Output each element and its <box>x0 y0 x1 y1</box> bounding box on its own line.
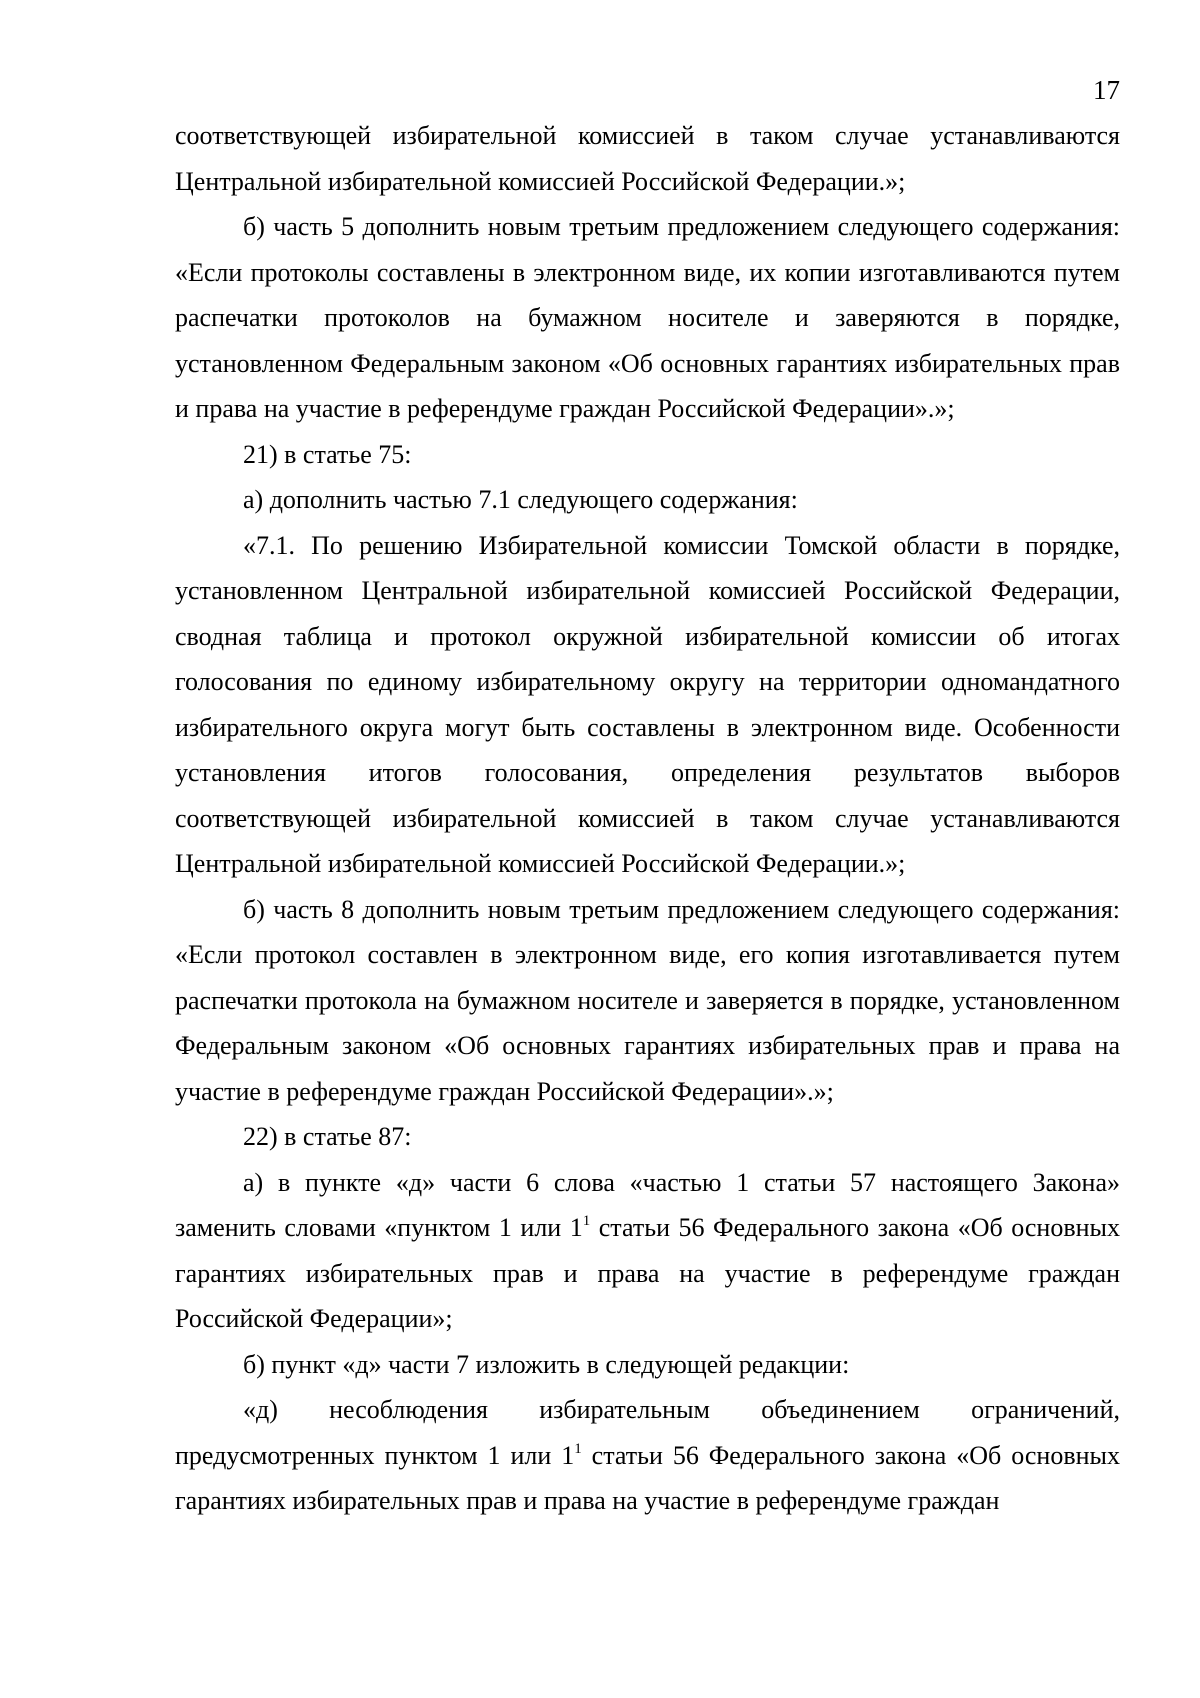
paragraph-text-after-superscript: статьи 56 Федерального закона «Об основных гарантиях избирательных прав и права на участие в референдуме граждан Российской Федерации»; <box>175 1213 1120 1333</box>
paragraph-item-a-part-6 <box>175 1160 1120 1342</box>
paragraph-item-a-part-7-1: а) дополнить частью 7.1 следующего содержания: <box>243 485 798 514</box>
paragraph-quote-d <box>175 1387 1120 1524</box>
paragraph-text-before-superscript: а) в пункте «д» части 6 слова «частью 1 статьи 57 настоящего Закона» заменить словами «пунктом 1 или 1 <box>175 1167 1120 1242</box>
paragraph-item-22: 22) в статье 87: <box>243 1122 412 1151</box>
superscript-index: 1 <box>582 1213 591 1229</box>
superscript-index: 1 <box>574 1440 582 1457</box>
paragraph-quote-7-1: «7.1. По решению Избирательной комиссии Томской области в порядке, установленном Центральной избирательной комиссией Российской Федерации, сводная таблица и протокол окружной избирательной комиссии об итогах голосования по единому избирательному округу на территории одномандатного избирательного округа могут быть составлены в электронном виде. Особенности установления итогов голосования, определения результатов выборов соответствующей избирательной комиссией в таком случае устанавливаются Центральной избирательной комиссией Российской Федерации.»; <box>175 530 1120 878</box>
page-number: 17 <box>1093 75 1120 105</box>
paragraph-item-21: 21) в статье 75: <box>243 439 412 469</box>
paragraph-item-b-part-5: б) часть 5 дополнить новым третьим предложением следующего содержания: «Если протоколы составлены в электронном виде, их копии изготавливаются путем распечатки протоколов на бумажном носителе и заверяются в порядке, установленном Федеральным законом «Об основных гарантиях избирательных прав и права на участие в референдуме граждан Российской Федерации».»; <box>175 212 1120 423</box>
paragraph-item-b-part-7: б) пункт «д» части 7 изложить в следующей редакции: <box>243 1349 850 1379</box>
paragraph-text-before-superscript: «д) несоблюдения избирательным объединением ограничений, предусмотренных пунктом 1 или 1 <box>175 1395 1120 1470</box>
paragraph-item-b-part-8: б) часть 8 дополнить новым третьим предложением следующего содержания: «Если протокол составлен в электронном виде, его копия изготавливается путем распечатки протокола на бумажном носителе и заверяется в порядке, установленном Федеральным законом «Об основных гарантиях избирательных прав и права на участие в референдуме граждан Российской Федерации».»; <box>175 894 1120 1106</box>
document-body <box>175 113 1120 1524</box>
paragraph-continuation: соответствующей избирательной комиссией в таком случае устанавливаются Центральной избирательной комиссией Российской Федерации.»; <box>175 121 1120 196</box>
paragraph-text-after-superscript: статьи 56 Федерального закона «Об основных гарантиях избирательных прав и права на участие в референдуме граждан <box>175 1440 1120 1515</box>
